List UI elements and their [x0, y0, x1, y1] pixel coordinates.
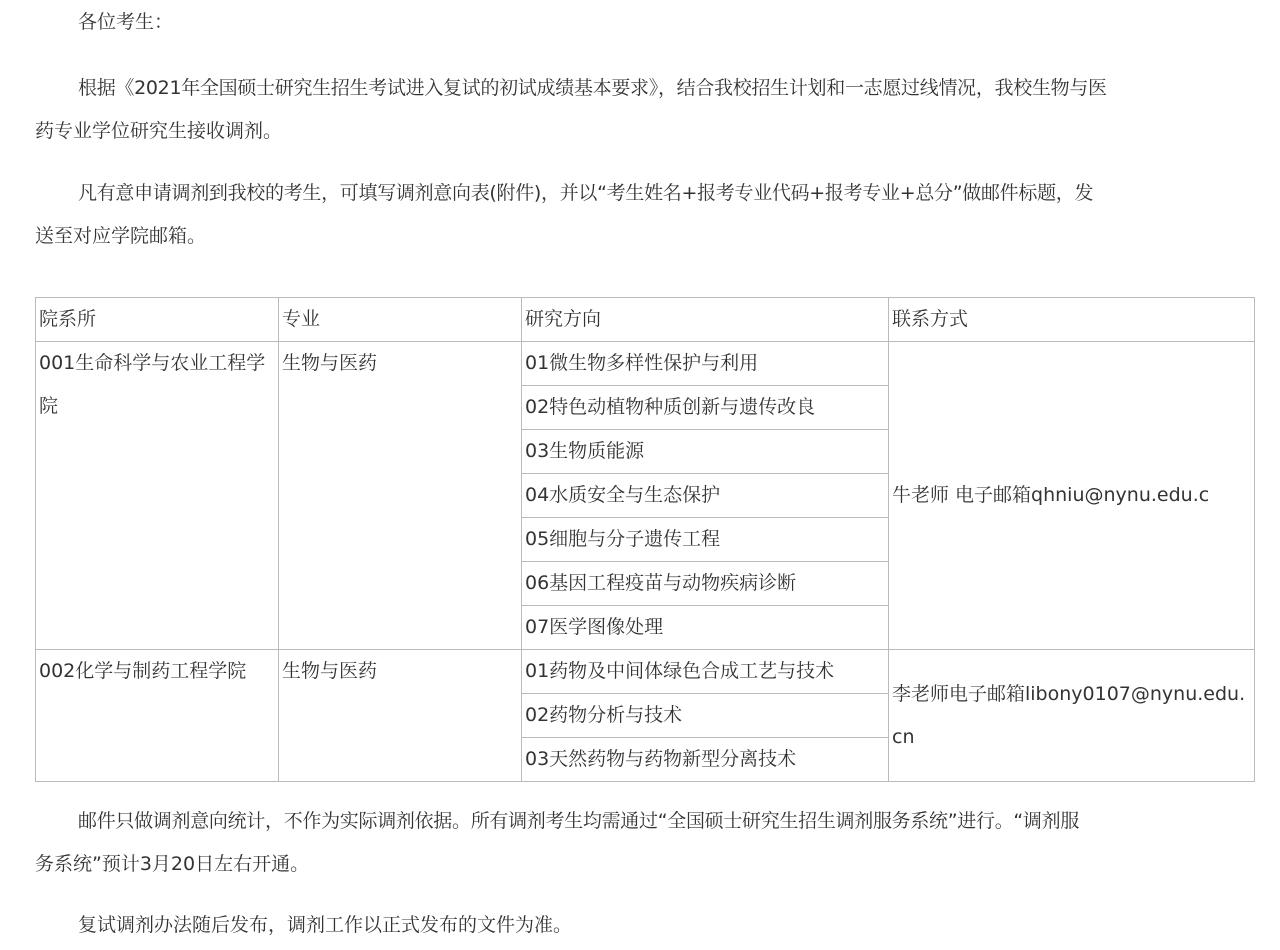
major-cell: 生物与医药: [279, 650, 522, 782]
adjustment-table: [35, 297, 1255, 782]
dept-cell: 002化学与制药工程学院: [36, 650, 279, 782]
paragraph-4: 复试调剂办法随后发布，调剂工作以正式发布的文件为准。: [78, 914, 573, 936]
direction-cell: 06基因工程疫苗与动物疾病诊断: [522, 562, 889, 606]
header-dept: 院系所: [36, 298, 279, 342]
greeting: 各位考生：: [78, 11, 174, 33]
paragraph-2-line-1: 凡有意申请调剂到我校的考生，可填写调剂意向表(附件)，并以“考生姓名+报考专业代码+报考专业+总分”做邮件标题，发: [78, 182, 1094, 204]
contact-cell: 牛老师 电子邮箱qhniu@nynu.edu.c: [889, 342, 1255, 650]
paragraph-2-line-2: 送至对应学院邮箱。: [35, 225, 207, 247]
direction-cell: 07医学图像处理: [522, 606, 889, 650]
table-row: [36, 650, 1255, 694]
table-row: [36, 342, 1255, 386]
table-header-row: [36, 298, 1255, 342]
direction-cell: 03生物质能源: [522, 430, 889, 474]
header-contact: 联系方式: [889, 298, 1255, 342]
direction-cell: 01微生物多样性保护与利用: [522, 342, 889, 386]
paragraph-3-line-2: 务系统”预计3月20日左右开通。: [35, 853, 310, 875]
paragraph-3-line-1: 邮件只做调剂意向统计，不作为实际调剂依据。所有调剂考生均需通过“全国硕士研究生招生调剂服务系统”进行。“调剂服: [78, 810, 1080, 832]
paragraph-1-line-1: 根据《2021年全国硕士研究生招生考试进入复试的初试成绩基本要求》，结合我校招生计划和一志愿过线情况，我校生物与医: [78, 77, 1107, 99]
direction-cell: 02药物分析与技术: [522, 694, 889, 738]
header-major: 专业: [279, 298, 522, 342]
direction-cell: 05细胞与分子遗传工程: [522, 518, 889, 562]
direction-cell: 02特色动植物种质创新与遗传改良: [522, 386, 889, 430]
major-cell: 生物与医药: [279, 342, 522, 650]
header-direction: 研究方向: [522, 298, 889, 342]
direction-cell: 04水质安全与生态保护: [522, 474, 889, 518]
direction-cell: 01药物及中间体绿色合成工艺与技术: [522, 650, 889, 694]
contact-cell: 李老师电子邮箱libony0107@nynu.edu.cn: [889, 650, 1255, 782]
direction-cell: 03天然药物与药物新型分离技术: [522, 738, 889, 782]
dept-cell: 001生命科学与农业工程学院: [36, 342, 279, 650]
paragraph-1-line-2: 药专业学位研究生接收调剂。: [35, 120, 283, 142]
